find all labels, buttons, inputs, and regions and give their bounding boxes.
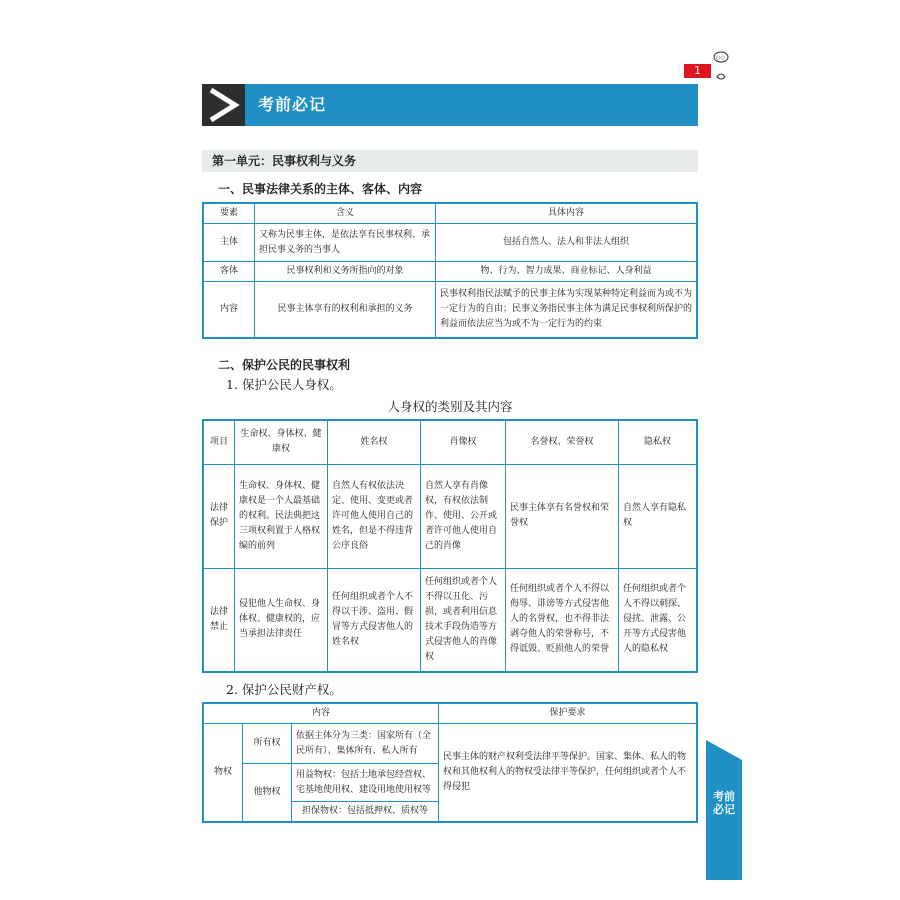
table-header: 要素 (203, 203, 255, 224)
section2-heading: 二、保护公民的民事权利 (218, 358, 351, 372)
table-header: 具体内容 (436, 203, 698, 224)
table-cell: 担保物权：包括抵押权、质权等 (292, 802, 439, 823)
table-cell: 任何组织或者个人不得以丑化、污损，或者利用信息技术手段伪造等方式侵害他人的肖像权 (421, 568, 506, 672)
table-cell: 用益物权：包括土地承包经营权、宅基地使用权、建设用地使用权等 (292, 764, 439, 802)
table-header: 含义 (255, 203, 436, 224)
table-header: 内容 (203, 703, 439, 724)
section1-heading: 一、民事法律关系的主体、客体、内容 (218, 182, 423, 196)
table-row (203, 224, 697, 262)
table-header: 姓名权 (328, 420, 421, 464)
table-row (203, 568, 697, 672)
table-cell: 民事主体享有名誉权和荣誉权 (506, 464, 619, 568)
table-cell: 包括自然人、法人和非法人组织 (436, 224, 698, 262)
table-row (203, 464, 697, 568)
table-row (203, 724, 697, 764)
table-row (203, 262, 697, 282)
table-cell: 自然人享有肖像权，有权依法制作、使用、公开或者许可他人使用自己的肖像 (421, 464, 506, 568)
table-cell: 民事主体的财产权利受法律平等保护。国家、集体、私人的物权和其他权利人的物权受法律平等保护，任何组织或者个人不得侵犯 (439, 724, 698, 823)
table-cell: 侵犯他人生命权、身体权、健康权的，应当承担法律责任 (235, 568, 328, 672)
svg-text:○○: ○○ (716, 55, 725, 61)
row-label: 法律禁止 (203, 568, 235, 672)
legal-relation-table (202, 202, 698, 339)
table-cell: 任何组织或者个人不得以刺探、侵扰、泄露、公开等方式侵害他人的隐私权 (619, 568, 698, 672)
page-number: 1 (684, 64, 711, 78)
table-cell: 民事权利指民法赋予的民事主体为实现某种特定利益而为或不为一定行为的自由；民事义务指民事主体为满足民事权利所保护的利益而依法应当为或不为一定行为的约束 (436, 282, 698, 338)
table-cell: 自然人有权依法决定、使用、变更或者许可他人使用自己的姓名，但是不得违背公序良俗 (328, 464, 421, 568)
table-cell: 任何组织或者个人不得以侮辱、诽谤等方式侵害他人的名誉权，也不得非法剥夺他人的荣誉称号，不得诋毁、贬损他人的荣誉 (506, 568, 619, 672)
personal-rights-table (202, 419, 698, 673)
table-title: 人身权的类别及其内容 (387, 399, 513, 414)
table-header: 生命权、身体权、健康权 (235, 420, 328, 464)
table-header-row (203, 203, 697, 224)
side-tab-label: 考前必记 (713, 790, 735, 816)
table-cell: 民事权利和义务所指向的对象 (255, 262, 436, 282)
table-cell: 生命权、身体权、健康权是一个人最基础的权利。民法典把这三项权利置于人格权编的前列 (235, 464, 328, 568)
table-cell: 任何组织或者个人不得以干涉、盗用、假冒等方式侵害他人的姓名权 (328, 568, 421, 672)
table-header-row (203, 703, 697, 724)
table-header: 项目 (203, 420, 235, 464)
unit-title: 第一单元：民事权利与义务 (212, 154, 357, 168)
table-cell: 民事主体享有的权利和承担的义务 (255, 282, 436, 338)
table-header: 名誉权、荣誉权 (506, 420, 619, 464)
subsection-personal: 1. 保护公民人身权。 (226, 377, 342, 392)
row-label: 主体 (203, 224, 255, 262)
header-title: 考前必记 (258, 95, 327, 114)
row-label: 客体 (203, 262, 255, 282)
chevron-right-icon (202, 84, 245, 126)
table-header-row (203, 420, 697, 464)
table-row (203, 282, 697, 338)
property-rights-table (202, 702, 698, 823)
row-label: 所有权 (243, 724, 292, 764)
table-cell: 依据主体分为三类：国家所有（全民所有）、集体所有、私人所有 (292, 724, 439, 764)
row-label: 法律保护 (203, 464, 235, 568)
speech-bubble-icon (711, 49, 731, 89)
row-label: 物权 (203, 724, 243, 823)
row-label: 内容 (203, 282, 255, 338)
side-tab-corner (706, 740, 742, 760)
table-header: 肖像权 (421, 420, 506, 464)
table-cell: 物、行为、智力成果、商业标记、人身利益 (436, 262, 698, 282)
table-header: 隐私权 (619, 420, 698, 464)
table-cell: 又称为民事主体，是依法享有民事权利、承担民事义务的当事人 (255, 224, 436, 262)
table-cell: 自然人享有隐私权 (619, 464, 698, 568)
row-label: 他物权 (243, 764, 292, 823)
subsection-property: 2. 保护公民财产权。 (226, 682, 342, 697)
table-header: 保护要求 (439, 703, 698, 724)
